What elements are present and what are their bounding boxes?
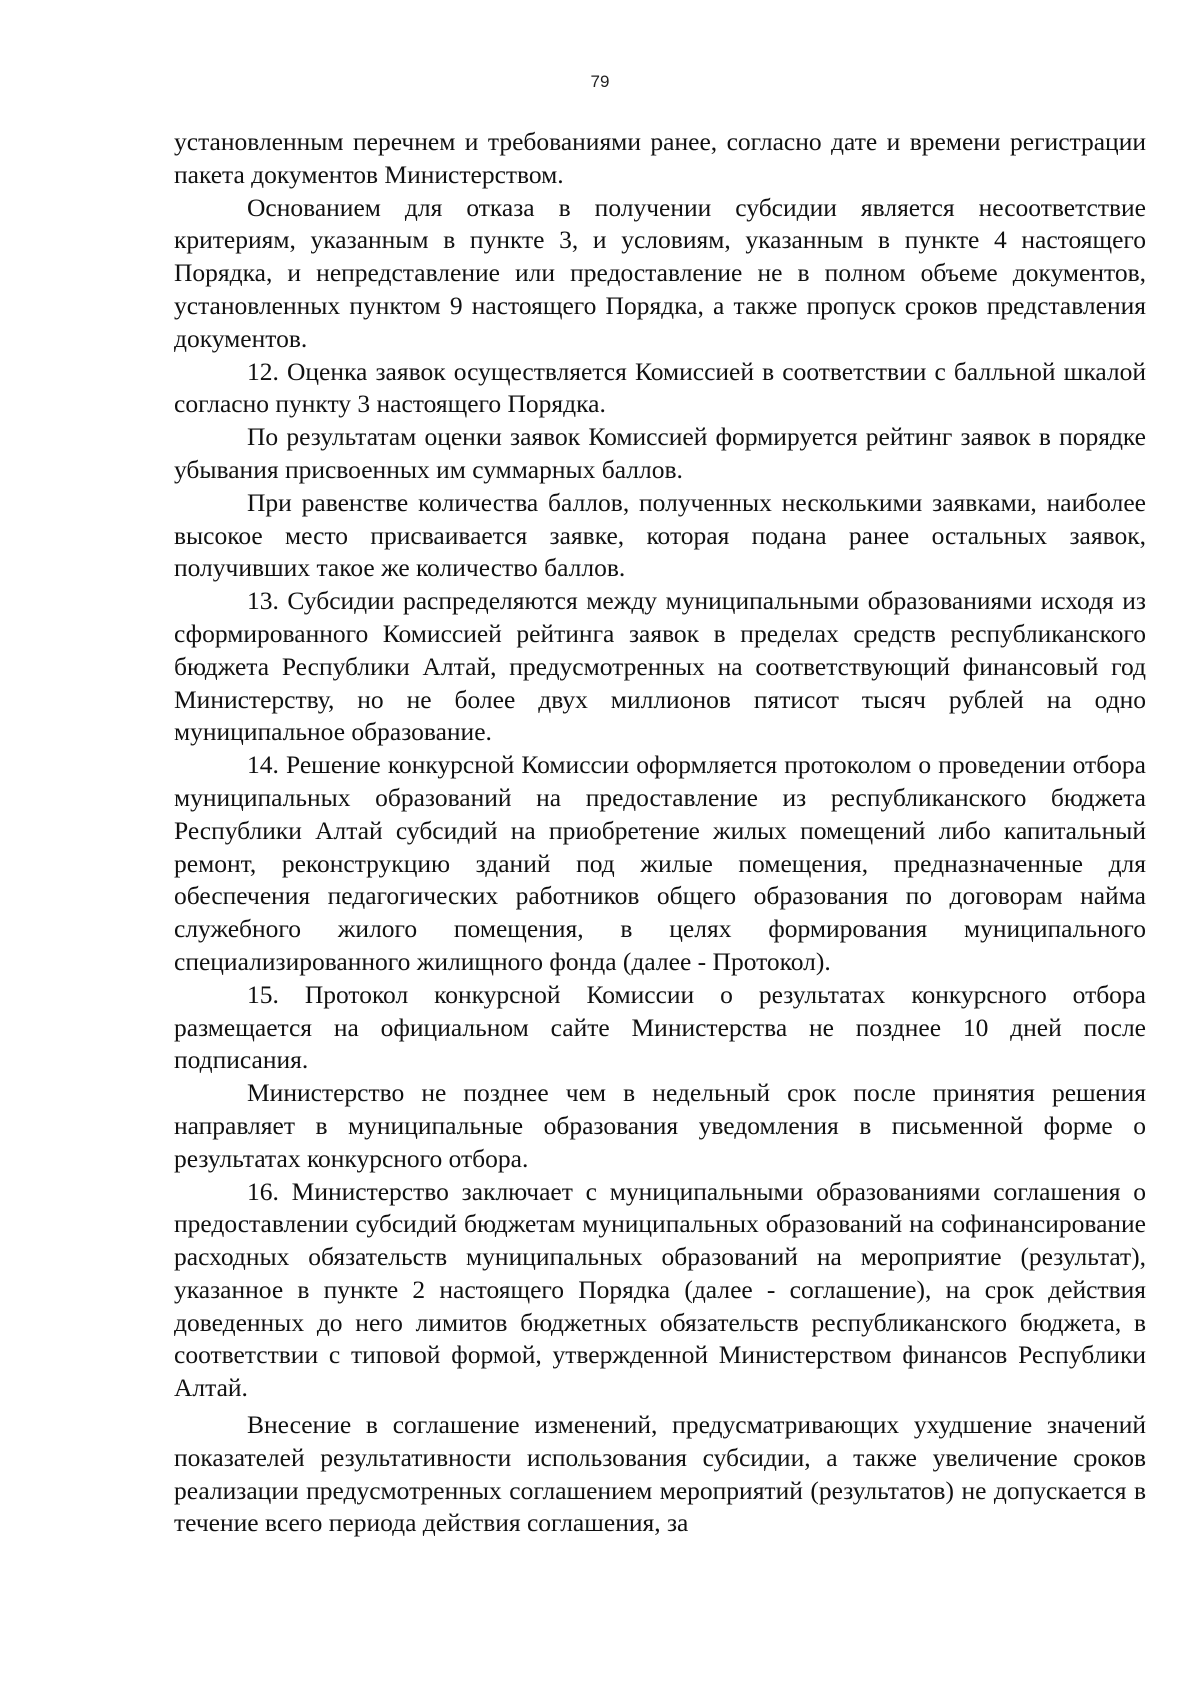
paragraph-notification: Министерство не позднее чем в недельный срок после принятия решения направляет в муниципальные образования уведомления в письменной форме о результатах конкурсного отбора.: [174, 1078, 1146, 1173]
paragraph-item-12: 12. Оценка заявок осуществляется Комиссией в соответствии с балльной шкалой согласно пункту 3 настоящего Порядка.: [174, 356, 1146, 419]
paragraph-continuation: установленным перечнем и требованиями ранее, согласно дате и времени регистрации пакета документов Министерством.: [174, 127, 1146, 189]
paragraph-rating: По результатам оценки заявок Комиссией формируется рейтинг заявок в порядке убывания присвоенных им суммарных баллов.: [174, 422, 1146, 484]
paragraph-item-13: 13. Субсидии распределяются между муниципальными образованиями исходя из сформированного Комиссией рейтинга заявок в пределах средств республиканского бюджета Республики Алтай, предусмотренных на соответствующий финансовый год Министерству, но не более двух миллионов пятисот тысяч рублей на одно муниципальное образование.: [174, 586, 1146, 747]
paragraph-refusal-grounds: Основанием для отказа в получении субсидии является несоответствие критериям, указанным в пункте 3, и условиям, указанным в пункте 4 настоящего Порядка, и непредставление или предоставление не в полном объеме документов, установленных пунктом 9 настоящего Порядка, а также пропуск сроков представления документов.: [174, 192, 1146, 353]
paragraph-item-14: 14. Решение конкурсной Комиссии оформляется протоколом о проведении отбора муниципальных образований на предоставление из республиканского бюджета Республики Алтай субсидий на приобретение жилых помещений либо капитальный ремонт, реконструкцию зданий под жилые помещения, предназначенные для обеспечения педагогических работников общего образования по договорам найма служебного жилого помещения, в целях формирования муниципального специализированного жилищного фонда (далее - Протокол).: [174, 750, 1146, 976]
paragraph-item-15: 15. Протокол конкурсной Комиссии о результатах конкурсного отбора размещается на официальном сайте Министерства не позднее 10 дней после подписания.: [174, 979, 1146, 1075]
document-body: [174, 126, 1146, 1540]
paragraph-amendments: Внесение в соглашение изменений, предусматривающих ухудшение значений показателей результативности использования субсидии, а также увеличение сроков реализации предусмотренных соглашением мероприятий (результатов) не допускается в течение всего периода действия соглашения, за: [174, 1410, 1146, 1538]
paragraph-item-16: 16. Министерство заключает с муниципальными образованиями соглашения о предоставлении субсидий бюджетам муниципальных образований на софинансирование расходных обязательств муниципальных образований на мероприятие (результат), указанное в пункте 2 настоящего Порядка (далее - соглашение), на срок действия доведенных до него лимитов бюджетных обязательств республиканского бюджета, в соответствии с типовой формой, утвержденной Министерством финансов Республики Алтай.: [174, 1176, 1146, 1403]
paragraph-equal-points: При равенстве количества баллов, полученных несколькими заявками, наиболее высокое место присваивается заявке, которая подана ранее остальных заявок, получивших такое же количество баллов.: [174, 487, 1146, 583]
page-number: 79: [590, 72, 610, 91]
